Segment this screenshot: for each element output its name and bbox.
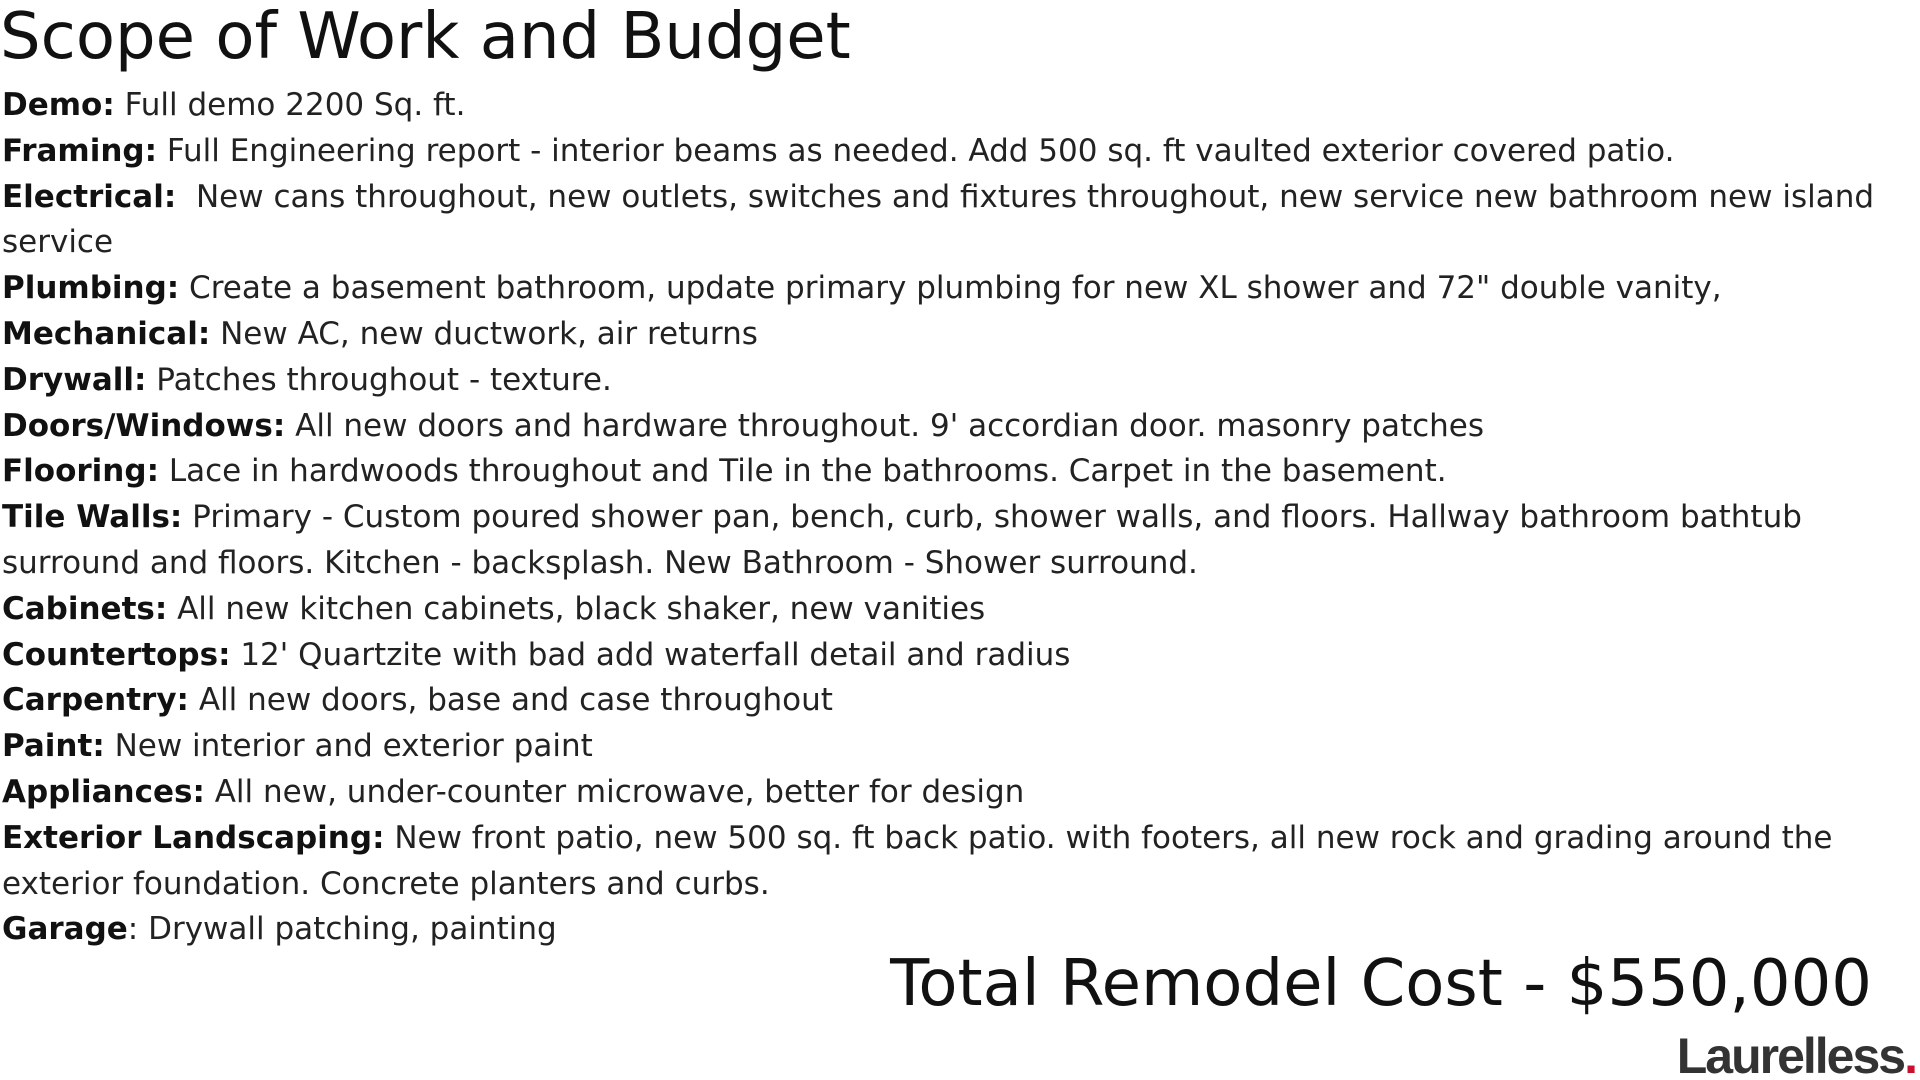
scope-item-carpentry — [2, 678, 1882, 724]
scope-item-text: Primary - Custom poured shower pan, bench, curb, shower walls, and floors. Hallway bathroom bathtub surround and floors. Kitchen - backsplash. New Bathroom - Shower surround. — [2, 499, 1802, 581]
scope-item-mechanical — [2, 312, 1882, 358]
scope-item-text: Full demo 2200 Sq. ft. — [114, 87, 466, 123]
scope-item-cabinets — [2, 587, 1882, 633]
scope-item-label: Electrical: — [2, 178, 177, 215]
brand-logo — [1677, 1030, 1916, 1080]
scope-item-plumbing — [2, 266, 1882, 312]
scope-item-text: 12' Quartzite with bad add waterfall detail and radius — [230, 636, 1071, 673]
total-remodel-cost: Total Remodel Cost - $550,000 — [890, 947, 1872, 1021]
scope-item-label: Mechanical: — [2, 315, 211, 352]
scope-item-text: : Drywall patching, painting — [127, 911, 557, 948]
scope-item-label: Countertops: — [2, 636, 231, 673]
scope-item-label: Framing: — [2, 132, 157, 169]
scope-item-text: New interior and exterior paint — [104, 728, 593, 765]
scope-item-text: All new kitchen cabinets, black shaker, new vanities — [167, 590, 986, 627]
scope-item-label: Paint: — [2, 728, 105, 765]
scope-item-label: Demo: — [2, 87, 115, 123]
scope-item-paint — [2, 724, 1882, 770]
scope-item-demo — [2, 83, 1882, 129]
scope-item-text: Patches throughout - texture. — [146, 361, 612, 398]
scope-item-text: All new, under-counter microwave, better for design — [204, 773, 1025, 810]
scope-item-framing — [2, 129, 1882, 175]
scope-item-text: Full Engineering report - interior beams as needed. Add 500 sq. ft vaulted exterior covered patio. — [157, 132, 1675, 169]
scope-item-drywall — [2, 358, 1882, 404]
scope-item-text: New cans throughout, new outlets, switches and fixtures throughout, new service new bathroom new island service — [2, 178, 1884, 261]
scope-item-label: Drywall: — [2, 361, 147, 398]
scope-item-exterior-landscaping — [2, 816, 1882, 908]
scope-item-label: Cabinets: — [2, 590, 168, 627]
brand-logo-dot: . — [1904, 1028, 1916, 1080]
scope-item-label: Doors/Windows: — [2, 407, 286, 444]
scope-item-countertops — [2, 633, 1882, 679]
scope-item-label: Plumbing: — [2, 270, 180, 307]
scope-item-text: All new doors and hardware throughout. 9' accordian door. masonry patches — [285, 407, 1485, 444]
scope-item-text: All new doors, base and case throughout — [188, 682, 833, 719]
scope-item-tile-walls — [2, 495, 1882, 587]
scope-item-label: Appliances: — [2, 773, 205, 810]
scope-item-label: Tile Walls: — [2, 499, 183, 536]
scope-item-label: Exterior Landscaping: — [2, 819, 385, 856]
scope-item-label: Garage — [2, 911, 128, 948]
scope-item-appliances — [2, 770, 1882, 816]
scope-list — [2, 83, 1882, 953]
scope-item-text: New front patio, new 500 sq. ft back patio. with footers, all new rock and grading around the exterior foundation. Concrete planters and curbs. — [2, 819, 1833, 902]
scope-item-electrical — [2, 175, 1882, 267]
scope-item-text: Lace in hardwoods throughout and Tile in the bathrooms. Carpet in the basement. — [158, 453, 1447, 490]
scope-item-text: Create a basement bathroom, update primary plumbing for new XL shower and 72" double vanity, — [179, 270, 1722, 307]
scope-item-label: Flooring: — [2, 453, 159, 490]
scope-item-text: New AC, new ductwork, air returns — [210, 315, 758, 352]
scope-item-label: Carpentry: — [2, 682, 189, 719]
scope-item-doors-windows — [2, 404, 1882, 450]
brand-logo-text: Laurelless — [1676, 1028, 1905, 1080]
page-title: Scope of Work and Budget — [0, 0, 851, 74]
scope-item-flooring — [2, 449, 1882, 495]
